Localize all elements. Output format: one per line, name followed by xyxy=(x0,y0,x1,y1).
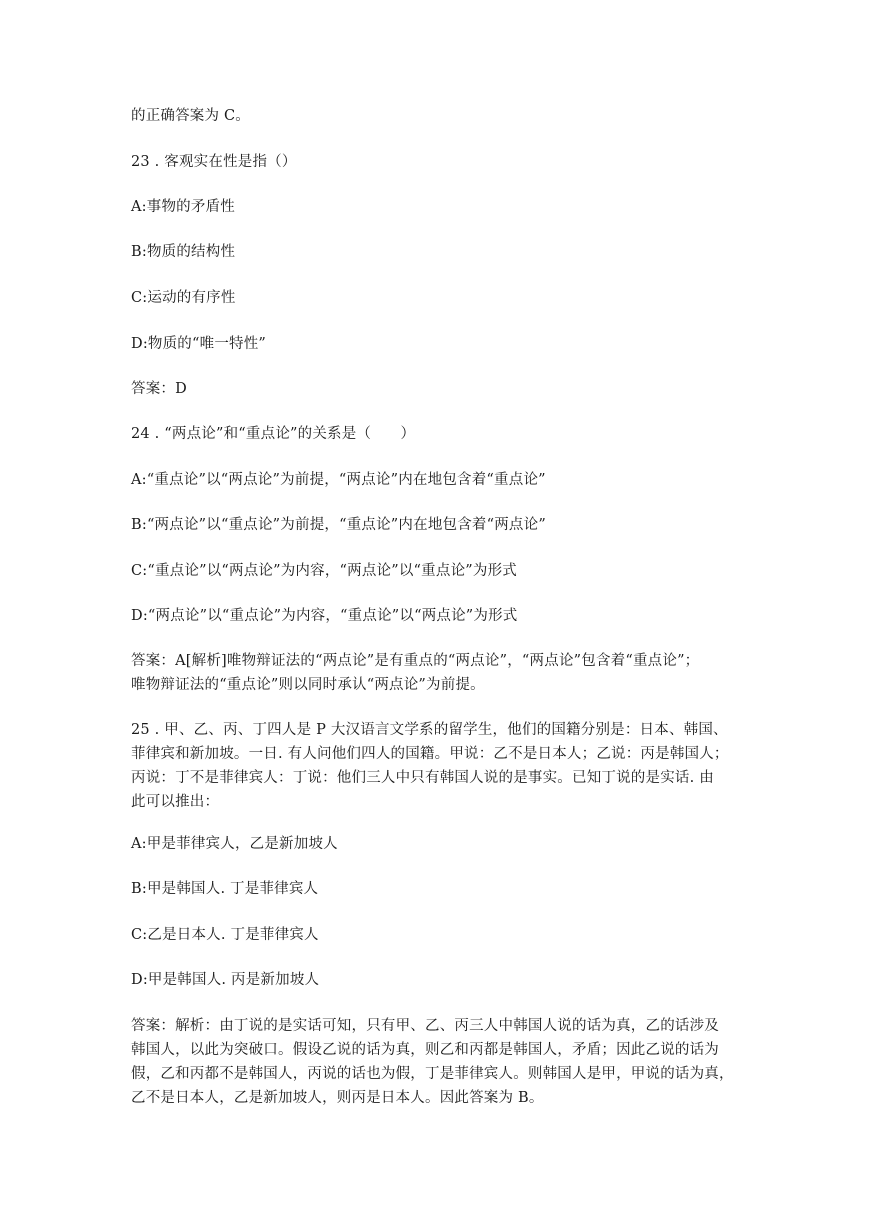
question-24-option-c: C:“重点论”以“两点论”为内容，“两点论”以“重点论”为形式 xyxy=(131,563,517,579)
question-23-option-c: C:运动的有序性 xyxy=(131,290,236,306)
question-25-answer-line: 韩国人，以此为突破口。假设乙说的话为真，则乙和丙都是韩国人，矛盾；因此乙说的话为 xyxy=(131,1042,719,1058)
question-25-stem-line: 25 . 甲、乙、丙、丁四人是 P 大汉语言文学系的留学生，他们的国籍分别是：日本、韩国、 xyxy=(131,722,728,738)
question-25-answer-line: 答案：解析：由丁说的是实话可知，只有甲、乙、丙三人中韩国人说的话为真，乙的话涉及 xyxy=(131,1018,719,1034)
question-25-stem-line: 菲律宾和新加坡。一日. 有人问他们四人的国籍。甲说：乙不是日本人；乙说：丙是韩国人； xyxy=(131,746,729,762)
previous-answer-tail: 的正确答案为 C。 xyxy=(131,108,251,124)
question-25-stem-line: 丙说：丁不是菲律宾人：丁说：他们三人中只有韩国人说的是事实。已知丁说的是实话. 由 xyxy=(131,770,714,786)
question-24-option-d: D:“两点论”以“重点论”为内容，“重点论”以“两点论”为形式 xyxy=(131,608,518,624)
question-24-stem: 24 . “两点论”和“重点论”的关系是（ ） xyxy=(131,426,416,442)
question-24-answer-line: 答案：A[解析]唯物辩证法的“两点论”是有重点的“两点论”，“两点论”包含着“重点论”； xyxy=(131,653,700,669)
question-25-option-b: B:甲是韩国人. 丁是菲律宾人 xyxy=(131,881,319,897)
question-23-stem: 23 . 客观实在性是指（） xyxy=(131,154,297,170)
question-23-option-b: B:物质的结构性 xyxy=(131,244,236,260)
question-25-answer xyxy=(131,1014,743,1110)
question-25-option-d: D:甲是韩国人. 丙是新加坡人 xyxy=(131,972,320,988)
question-24-answer xyxy=(131,649,743,697)
question-25-option-c: C:乙是日本人. 丁是菲律宾人 xyxy=(131,927,319,943)
question-23-answer: 答案：D xyxy=(131,381,187,397)
question-25-option-a: A:甲是菲律宾人，乙是新加坡人 xyxy=(131,836,338,852)
question-24-option-b: B:“两点论”以“重点论”为前提，“重点论”内在地包含着“两点论” xyxy=(131,517,546,533)
question-25-answer-line: 假，乙和丙都不是韩国人，丙说的话也为假，丁是菲律宾人。则韩国人是甲，甲说的话为真， xyxy=(131,1066,734,1082)
question-23-option-a: A:事物的矛盾性 xyxy=(131,199,235,215)
question-25-stem-line: 此可以推出： xyxy=(131,794,220,810)
question-24-option-a: A:“重点论”以“两点论”为前提，“两点论”内在地包含着“重点论” xyxy=(131,472,546,488)
question-25-stem xyxy=(131,718,743,814)
question-23-option-d: D:物质的“唯一特性” xyxy=(131,336,267,352)
question-25-answer-line: 乙不是日本人，乙是新加坡人，则丙是日本人。因此答案为 B。 xyxy=(131,1090,544,1106)
question-24-answer-line: 唯物辩证法的“重点论”则以同时承认“两点论”为前提。 xyxy=(131,677,485,693)
